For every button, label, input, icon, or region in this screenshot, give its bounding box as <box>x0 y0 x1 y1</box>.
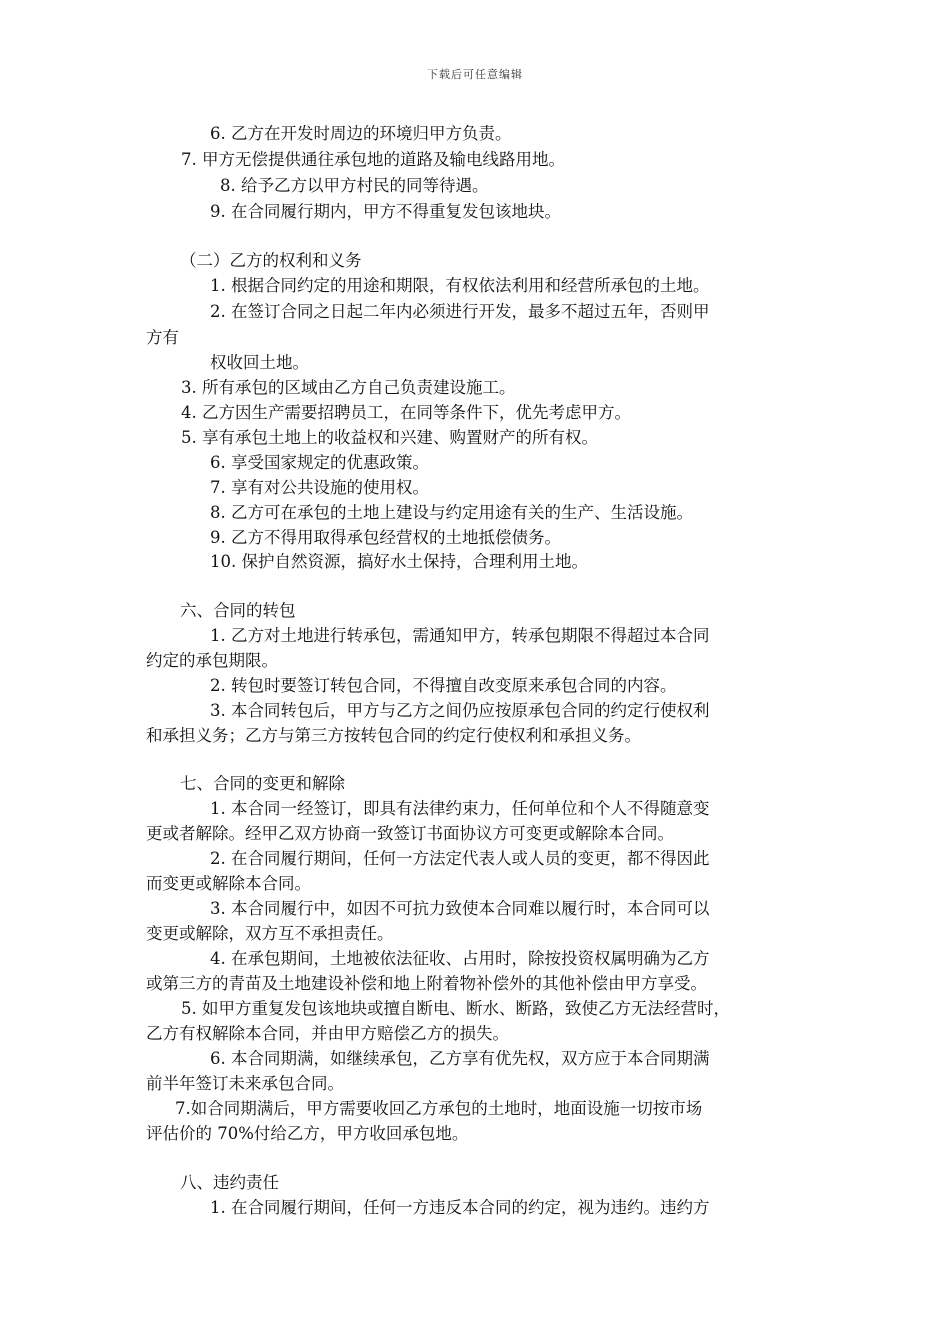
text-line: 6. 本合同期满，如继续承包，乙方享有优先权，双方应于本合同期满 <box>210 1049 710 1068</box>
text-line: 和承担义务；乙方与第三方按转包合同的约定行使权利和承担义务。 <box>146 726 641 745</box>
text-line: 7. 甲方无偿提供通往承包地的道路及输电线路用地。 <box>181 150 565 169</box>
text-line: 2. 在合同履行期间，任何一方法定代表人或人员的变更，都不得因此 <box>210 849 710 868</box>
text-line: 3. 本合同履行中，如因不可抗力致使本合同难以履行时，本合同可以 <box>210 899 710 918</box>
page-header: 下载后可任意编辑 <box>427 68 523 81</box>
text-line: 更或者解除。经甲乙双方协商一致签订书面协议方可变更或解除本合同。 <box>146 824 674 843</box>
text-line: 3. 所有承包的区域由乙方自己负责建设施工。 <box>181 378 516 397</box>
text-line: 1. 根据合同约定的用途和期限，有权依法利用和经营所承包的土地。 <box>210 276 710 295</box>
text-line: 7.如合同期满后，甲方需要收回乙方承包的土地时，地面设施一切按市场 <box>175 1099 703 1118</box>
text-line: 3. 本合同转包后，甲方与乙方之间仍应按原承包合同的约定行使权利 <box>210 701 710 720</box>
text-line: 前半年签订未来承包合同。 <box>146 1074 344 1093</box>
text-line: 方有 <box>146 328 179 347</box>
text-line: 1. 乙方对土地进行转承包，需通知甲方，转承包期限不得超过本合同 <box>210 626 710 645</box>
text-line: 4. 在承包期间，土地被依法征收、占用时，除按投资权属明确为乙方 <box>210 949 710 968</box>
text-line: 约定的承包期限。 <box>146 651 278 670</box>
text-line: 9. 在合同履行期内，甲方不得重复发包该地块。 <box>210 202 561 221</box>
text-line: 1. 本合同一经签订，即具有法律约束力，任何单位和个人不得随意变 <box>210 799 710 818</box>
section-heading: 七、合同的变更和解除 <box>180 774 345 793</box>
text-line: 10. 保护自然资源，搞好水土保持，合理利用土地。 <box>210 552 588 571</box>
text-line: 6. 享受国家规定的优惠政策。 <box>210 453 429 472</box>
text-line: 5. 如甲方重复发包该地块或擅自断电、断水、断路，致使乙方无法经营时， <box>181 999 730 1018</box>
text-line: 2. 转包时要签订转包合同，不得擅自改变原来承包合同的内容。 <box>210 676 677 695</box>
text-line: 9. 乙方不得用取得承包经营权的土地抵偿债务。 <box>210 528 561 547</box>
text-line: 2. 在签订合同之日起二年内必须进行开发，最多不超过五年，否则甲 <box>210 302 710 321</box>
section-heading: （二）乙方的权利和义务 <box>180 251 362 270</box>
text-line: 或第三方的青苗及土地建设补偿和地上附着物补偿外的其他补偿由甲方享受。 <box>146 974 707 993</box>
section-heading: 六、合同的转包 <box>180 601 296 620</box>
text-line: 权收回土地。 <box>210 353 309 372</box>
text-line: 而变更或解除本合同。 <box>146 874 311 893</box>
text-line: 变更或解除，双方互不承担责任。 <box>146 924 394 943</box>
section-heading: 八、违约责任 <box>180 1173 279 1192</box>
text-line: 8. 乙方可在承包的土地上建设与约定用途有关的生产、生活设施。 <box>210 503 693 522</box>
text-line: 1. 在合同履行期间，任何一方违反本合同的约定，视为违约。违约方 <box>210 1198 710 1217</box>
text-line: 5. 享有承包土地上的收益权和兴建、购置财产的所有权。 <box>181 428 598 447</box>
text-line: 乙方有权解除本合同，并由甲方赔偿乙方的损失。 <box>146 1024 509 1043</box>
text-line: 8. 给予乙方以甲方村民的同等待遇。 <box>220 176 489 195</box>
text-line: 6. 乙方在开发时周边的环境归甲方负责。 <box>210 124 512 143</box>
text-line: 7. 享有对公共设施的使用权。 <box>210 478 429 497</box>
text-line: 评估价的 70%付给乙方，甲方收回承包地。 <box>146 1124 469 1143</box>
text-line: 4. 乙方因生产需要招聘员工，在同等条件下，优先考虑甲方。 <box>181 403 631 422</box>
